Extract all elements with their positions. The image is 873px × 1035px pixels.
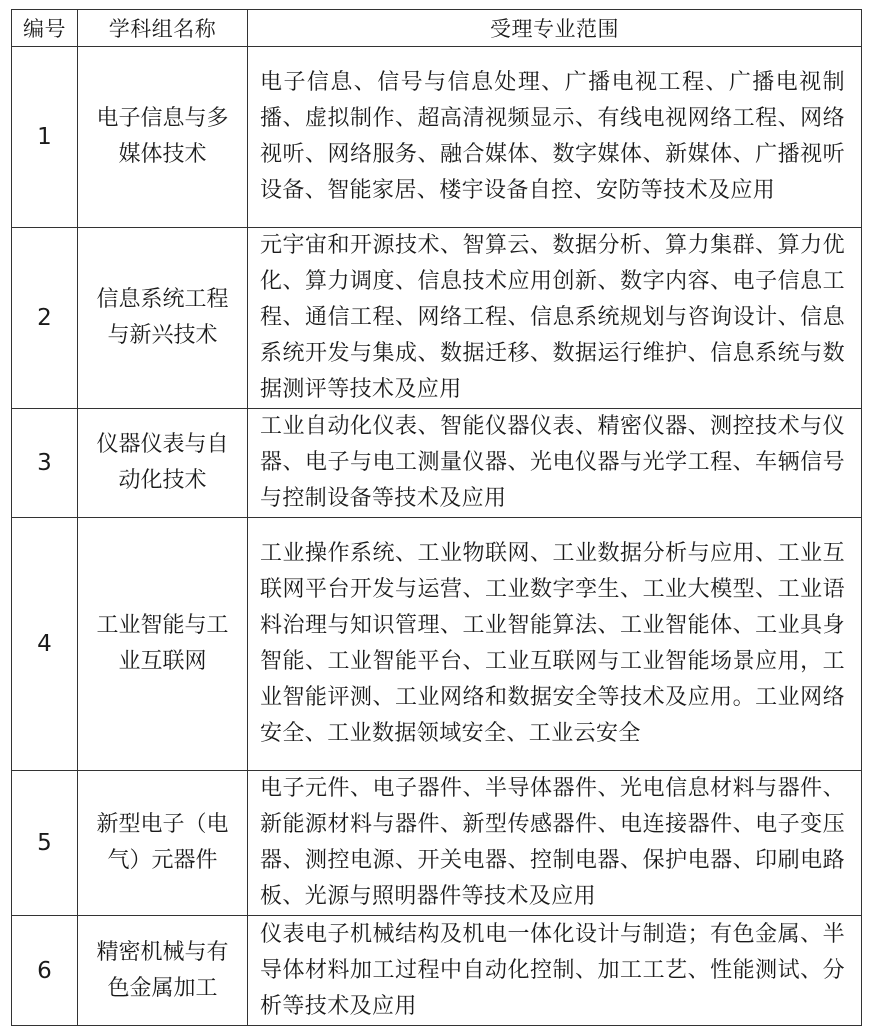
row-number: 4	[12, 518, 78, 771]
row-group-name: 工业智能与工业互联网	[78, 518, 248, 771]
row-number: 5	[12, 771, 78, 916]
row-group-name: 仪器仪表与自动化技术	[78, 409, 248, 518]
header-scope: 受理专业范围	[248, 10, 862, 47]
table-row	[12, 409, 862, 518]
table-row	[12, 228, 862, 409]
row-scope: 仪表电子机械结构及机电一体化设计与制造；有色金属、半导体材料加工过程中自动化控制、加工工艺、性能测试、分析等技术及应用	[248, 916, 862, 1026]
table-row	[12, 518, 862, 771]
header-group-name: 学科组名称	[78, 10, 248, 47]
table-header	[12, 10, 862, 47]
row-group-name: 精密机械与有色金属加工	[78, 916, 248, 1026]
row-scope: 元宇宙和开源技术、智算云、数据分析、算力集群、算力优化、算力调度、信息技术应用创新、数字内容、电子信息工程、通信工程、网络工程、信息系统规划与咨询设计、信息系统开发与集成、数据迁移、数据运行维护、信息系统与数据测评等技术及应用	[248, 228, 862, 409]
document-page	[11, 9, 862, 1026]
row-scope: 电子信息、信号与信息处理、广播电视工程、广播电视制播、虚拟制作、超高清视频显示、有线电视网络工程、网络视听、网络服务、融合媒体、数字媒体、新媒体、广播视听设备、智能家居、楼宇设备自控、安防等技术及应用	[248, 47, 862, 228]
header-number: 编号	[12, 10, 78, 47]
row-group-name: 信息系统工程与新兴技术	[78, 228, 248, 409]
row-scope: 工业自动化仪表、智能仪器仪表、精密仪器、测控技术与仪器、电子与电工测量仪器、光电仪器与光学工程、车辆信号与控制设备等技术及应用	[248, 409, 862, 518]
table-body	[12, 47, 862, 1026]
row-number: 1	[12, 47, 78, 228]
row-group-name: 新型电子（电气）元器件	[78, 771, 248, 916]
table-row	[12, 47, 862, 228]
table-row	[12, 771, 862, 916]
table-row	[12, 916, 862, 1026]
row-group-name: 电子信息与多媒体技术	[78, 47, 248, 228]
row-number: 2	[12, 228, 78, 409]
row-scope: 电子元件、电子器件、半导体器件、光电信息材料与器件、新能源材料与器件、新型传感器件、电连接器件、电子变压器、测控电源、开关电器、控制电器、保护电器、印刷电路板、光源与照明器件等技术及应用	[248, 771, 862, 916]
row-scope: 工业操作系统、工业物联网、工业数据分析与应用、工业互联网平台开发与运营、工业数字孪生、工业大模型、工业语料治理与知识管理、工业智能算法、工业智能体、工业具身智能、工业智能平台、工业互联网与工业智能场景应用，工业智能评测、工业网络和数据安全等技术及应用。工业网络安全、工业数据领域安全、工业云安全	[248, 518, 862, 771]
discipline-table	[11, 9, 862, 1026]
header-row	[12, 10, 862, 47]
row-number: 3	[12, 409, 78, 518]
row-number: 6	[12, 916, 78, 1026]
